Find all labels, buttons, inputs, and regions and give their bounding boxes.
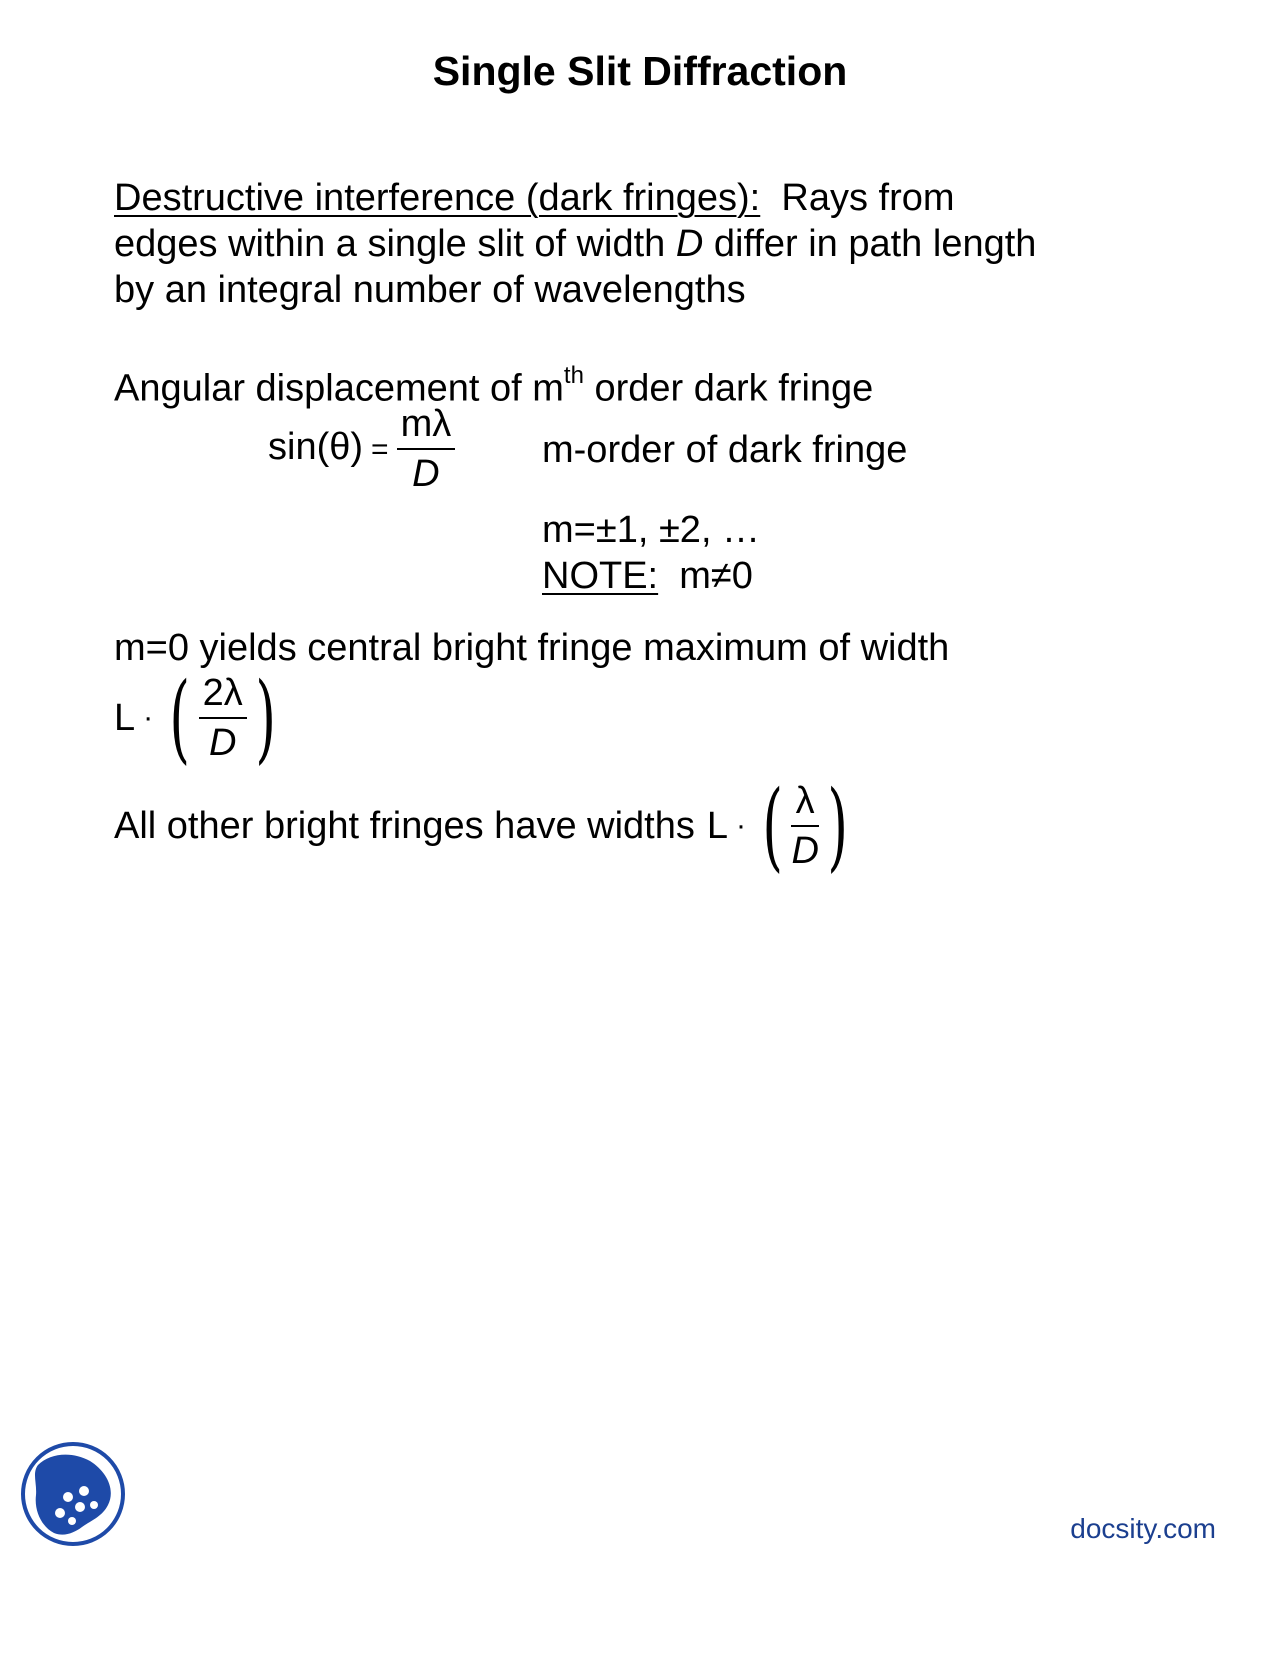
angular-text-b: order dark fringe — [594, 367, 874, 410]
central-fraction — [199, 671, 247, 765]
fraction-bar — [791, 825, 818, 827]
formula-numerator: mλ — [400, 403, 452, 445]
para1-line1 — [114, 174, 955, 222]
other-denominator: D — [791, 829, 819, 872]
fraction-bar — [397, 448, 456, 450]
left-paren: ( — [762, 770, 784, 882]
width-variable: D — [675, 223, 704, 265]
central-denominator: D — [208, 721, 237, 764]
other-fringes-line — [114, 770, 856, 882]
note-line — [542, 552, 753, 600]
other-L: L — [706, 805, 728, 847]
docsity-brand-link[interactable]: docsity.com — [1070, 1513, 1216, 1544]
formula-denominator: D — [412, 452, 440, 495]
m-values-text: m=±1, ±2, … — [542, 509, 761, 551]
para1-line2 — [114, 220, 1036, 268]
page-title: Single Slit Diffraction — [432, 48, 848, 94]
angular-text-a: Angular displacement of m — [114, 367, 564, 410]
th-superscript: th — [563, 362, 584, 389]
docsity-logo-icon — [20, 1441, 126, 1547]
other-dot: · — [736, 809, 746, 842]
central-width-formula — [114, 662, 284, 774]
para1-line2-a: edges within a single slit of width — [114, 223, 666, 265]
para1-text-a: Rays from — [781, 177, 955, 219]
formula-lhs: sin(θ) — [268, 425, 364, 468]
right-paren: ) — [255, 662, 276, 774]
m-order-text: m-order of dark fringe — [542, 429, 908, 471]
left-paren: ( — [169, 662, 191, 774]
central-dot: · — [143, 701, 154, 734]
destructive-heading: Destructive interference (dark fringes): — [114, 177, 761, 219]
right-paren: ) — [827, 770, 848, 882]
central-numerator: 2λ — [202, 672, 243, 715]
note-value: m≠0 — [679, 555, 753, 597]
dark-fringe-formula — [268, 402, 455, 496]
formula-fraction — [397, 402, 456, 496]
equals-sign: = — [371, 432, 389, 466]
other-fraction — [791, 779, 818, 873]
fraction-bar — [199, 717, 247, 719]
para1-line2-b: differ in path length — [713, 223, 1037, 265]
central-fringe-text: m=0 yields central bright fringe maximum of width — [114, 627, 950, 669]
note-label: NOTE: — [542, 555, 659, 597]
other-fringes-text: All other bright fringes have widths — [114, 805, 695, 847]
other-numerator: λ — [795, 780, 815, 823]
para1-line3: by an integral number of wavelengths — [114, 269, 746, 311]
central-L: L — [114, 697, 136, 739]
angular-line — [114, 356, 873, 413]
